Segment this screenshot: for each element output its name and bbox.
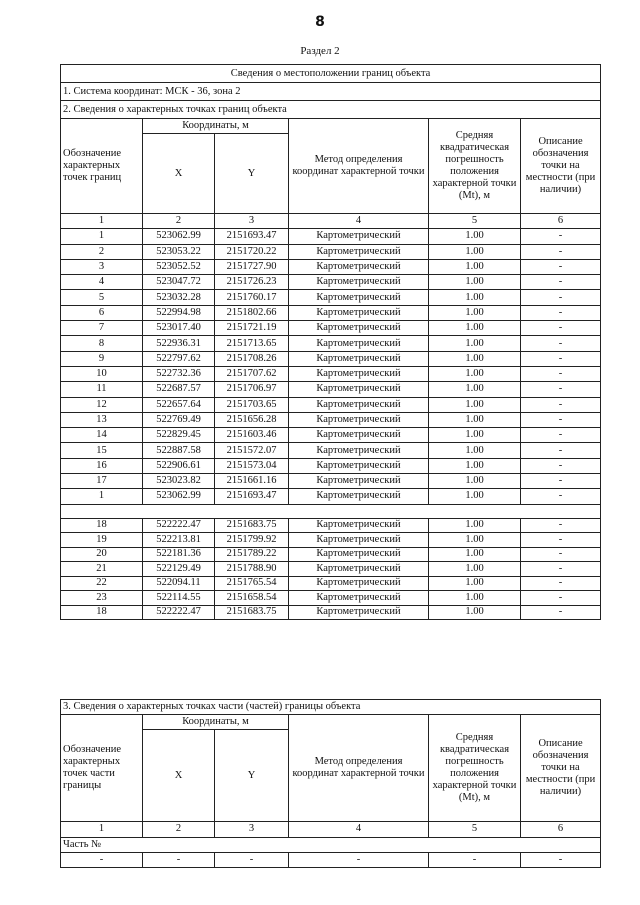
table-row: [61, 351, 601, 366]
x-cell: 522222.47: [143, 605, 215, 620]
table-row: [61, 518, 601, 533]
description-header: Описание обозначения точки на местности (при наличии): [521, 119, 601, 214]
y-cell: 2151727.90: [215, 259, 289, 274]
method-cell: Картометрический: [289, 305, 429, 320]
error-cell: 1.00: [429, 397, 521, 412]
point-id-cell: 11: [61, 382, 143, 397]
page-number: 8: [315, 14, 325, 30]
table-row: [61, 305, 601, 320]
table-row: [61, 259, 601, 274]
y-header: Y: [215, 134, 289, 214]
point-id-cell: 21: [61, 562, 143, 577]
y-cell: 2151788.90: [215, 562, 289, 577]
cell: 3: [215, 214, 289, 229]
column-numbers-row: [61, 822, 601, 837]
y-cell: 2151706.97: [215, 382, 289, 397]
point-id-cell: 12: [61, 397, 143, 412]
method-cell: Картометрический: [289, 547, 429, 562]
y-cell: 2151683.75: [215, 518, 289, 533]
method-cell: Картометрический: [289, 412, 429, 427]
point-id-cell: 1: [61, 229, 143, 244]
method-cell: Картометрический: [289, 351, 429, 366]
table-row: [61, 576, 601, 591]
table-row: [61, 474, 601, 489]
cell: 5: [429, 214, 521, 229]
cell: 4: [289, 822, 429, 837]
table-row: [61, 382, 601, 397]
error-cell: 1.00: [429, 443, 521, 458]
point-id-cell: 14: [61, 428, 143, 443]
y-cell: 2151708.26: [215, 351, 289, 366]
method-header: Метод определения координат характерной точки: [289, 715, 429, 822]
x-cell: 522936.31: [143, 336, 215, 351]
y-cell: 2151603.46: [215, 428, 289, 443]
cell: 2: [143, 214, 215, 229]
description-cell: -: [521, 244, 601, 259]
description-cell: -: [521, 852, 601, 867]
x-cell: 522732.36: [143, 366, 215, 381]
x-cell: 522129.49: [143, 562, 215, 577]
x-header: X: [143, 730, 215, 822]
description-cell: -: [521, 547, 601, 562]
method-cell: -: [289, 852, 429, 867]
method-cell: Картометрический: [289, 605, 429, 620]
error-cell: 1.00: [429, 412, 521, 427]
method-cell: Картометрический: [289, 489, 429, 504]
cell: 1: [61, 822, 143, 837]
error-cell: 1.00: [429, 290, 521, 305]
y-cell: 2151683.75: [215, 605, 289, 620]
designation-header: Обозначение характерных точек границ: [61, 119, 143, 214]
x-cell: -: [143, 852, 215, 867]
table-row: [61, 562, 601, 577]
method-header: Метод определения координат характерной точки: [289, 119, 429, 214]
error-cell: 1.00: [429, 244, 521, 259]
error-cell: 1.00: [429, 562, 521, 577]
table-row: [61, 533, 601, 548]
description-cell: -: [521, 229, 601, 244]
error-cell: 1.00: [429, 366, 521, 381]
method-cell: Картометрический: [289, 533, 429, 548]
method-cell: Картометрический: [289, 259, 429, 274]
y-cell: 2151726.23: [215, 275, 289, 290]
coordinates-header: Координаты, м: [143, 715, 289, 730]
point-id-cell: 10: [61, 366, 143, 381]
error-header: Средняя квадратическая погрешность положения характерной точки (Mt), м: [429, 715, 521, 822]
description-cell: -: [521, 290, 601, 305]
y-cell: 2151721.19: [215, 321, 289, 336]
description-cell: -: [521, 489, 601, 504]
method-cell: Картометрический: [289, 428, 429, 443]
part-heading: 3. Сведения о характерных точках части (частей) границы объекта: [61, 700, 601, 715]
description-cell: -: [521, 562, 601, 577]
table-row: [61, 275, 601, 290]
table-row: [61, 605, 601, 620]
x-cell: 522769.49: [143, 412, 215, 427]
y-cell: 2151765.54: [215, 576, 289, 591]
y-cell: 2151572.07: [215, 443, 289, 458]
method-cell: Картометрический: [289, 576, 429, 591]
error-cell: 1.00: [429, 321, 521, 336]
table-row: [61, 336, 601, 351]
table-row: [61, 244, 601, 259]
point-id-cell: 20: [61, 547, 143, 562]
boundary-points-table: [60, 64, 601, 620]
y-cell: 2151707.62: [215, 366, 289, 381]
cell: 5: [429, 822, 521, 837]
x-cell: 523023.82: [143, 474, 215, 489]
points-heading: 2. Сведения о характерных точках границ объекта: [61, 101, 601, 119]
x-cell: 522994.98: [143, 305, 215, 320]
description-cell: -: [521, 351, 601, 366]
coordinate-system: 1. Система координат: МСК - 36, зона 2: [61, 83, 601, 101]
cell: 3: [215, 822, 289, 837]
method-cell: Картометрический: [289, 336, 429, 351]
y-cell: 2151720.22: [215, 244, 289, 259]
y-header: Y: [215, 730, 289, 822]
point-id-cell: 22: [61, 576, 143, 591]
method-cell: Картометрический: [289, 518, 429, 533]
method-cell: Картометрический: [289, 290, 429, 305]
error-cell: 1.00: [429, 382, 521, 397]
point-id-cell: 3: [61, 259, 143, 274]
y-cell: 2151693.47: [215, 489, 289, 504]
description-cell: -: [521, 366, 601, 381]
description-cell: -: [521, 428, 601, 443]
method-cell: Картометрический: [289, 382, 429, 397]
error-cell: 1.00: [429, 275, 521, 290]
point-id-cell: 4: [61, 275, 143, 290]
method-cell: Картометрический: [289, 591, 429, 606]
point-id-cell: 1: [61, 489, 143, 504]
description-cell: -: [521, 576, 601, 591]
table-row: [61, 412, 601, 427]
x-cell: 522887.58: [143, 443, 215, 458]
description-cell: -: [521, 305, 601, 320]
description-cell: -: [521, 591, 601, 606]
error-cell: 1.00: [429, 474, 521, 489]
coordinates-header: Координаты, м: [143, 119, 289, 134]
x-cell: 523052.52: [143, 259, 215, 274]
y-cell: 2151693.47: [215, 229, 289, 244]
point-id-cell: 15: [61, 443, 143, 458]
y-cell: 2151802.66: [215, 305, 289, 320]
table-row: [61, 321, 601, 336]
y-cell: 2151656.28: [215, 412, 289, 427]
section-label: Раздел 2: [300, 45, 340, 57]
point-id-cell: 9: [61, 351, 143, 366]
point-id-cell: 2: [61, 244, 143, 259]
description-cell: -: [521, 605, 601, 620]
method-cell: Картометрический: [289, 366, 429, 381]
point-id-cell: 8: [61, 336, 143, 351]
error-cell: 1.00: [429, 533, 521, 548]
table-row: [61, 428, 601, 443]
x-cell: 522797.62: [143, 351, 215, 366]
error-cell: 1.00: [429, 351, 521, 366]
description-cell: -: [521, 275, 601, 290]
description-cell: -: [521, 382, 601, 397]
y-cell: 2151703.65: [215, 397, 289, 412]
cell: 1: [61, 214, 143, 229]
point-id-cell: 7: [61, 321, 143, 336]
point-id-cell: 16: [61, 458, 143, 473]
designation-part-header: Обозначение характерных точек части границы: [61, 715, 143, 822]
table-row: [61, 290, 601, 305]
table-row: [61, 229, 601, 244]
error-cell: 1.00: [429, 547, 521, 562]
x-cell: 522906.61: [143, 458, 215, 473]
x-cell: 523062.99: [143, 229, 215, 244]
method-cell: Картометрический: [289, 397, 429, 412]
table-row: [61, 591, 601, 606]
y-cell: 2151713.65: [215, 336, 289, 351]
cell: 6: [521, 822, 601, 837]
method-cell: Картометрический: [289, 275, 429, 290]
cell: 2: [143, 822, 215, 837]
x-cell: 522687.57: [143, 382, 215, 397]
method-cell: Картометрический: [289, 474, 429, 489]
x-cell: 523062.99: [143, 489, 215, 504]
point-id-cell: 18: [61, 518, 143, 533]
table-row: [61, 547, 601, 562]
method-cell: Картометрический: [289, 321, 429, 336]
x-cell: 522181.36: [143, 547, 215, 562]
y-cell: 2151789.22: [215, 547, 289, 562]
error-cell: 1.00: [429, 336, 521, 351]
error-cell: 1.00: [429, 605, 521, 620]
table-title: Сведения о местоположении границ объекта: [61, 65, 601, 83]
error-cell: 1.00: [429, 229, 521, 244]
x-cell: 522222.47: [143, 518, 215, 533]
description-cell: -: [521, 321, 601, 336]
method-cell: Картометрический: [289, 229, 429, 244]
table-row: [61, 489, 601, 504]
description-cell: -: [521, 397, 601, 412]
description-cell: -: [521, 518, 601, 533]
description-cell: -: [521, 443, 601, 458]
description-cell: -: [521, 259, 601, 274]
point-id-cell: 23: [61, 591, 143, 606]
y-cell: 2151658.54: [215, 591, 289, 606]
x-cell: 523047.72: [143, 275, 215, 290]
part-points-table: [60, 699, 601, 868]
x-cell: 523032.28: [143, 290, 215, 305]
point-id-cell: 5: [61, 290, 143, 305]
point-id-cell: 18: [61, 605, 143, 620]
error-cell: 1.00: [429, 259, 521, 274]
y-cell: 2151661.16: [215, 474, 289, 489]
table-row: [61, 458, 601, 473]
cell: 6: [521, 214, 601, 229]
error-cell: 1.00: [429, 591, 521, 606]
x-cell: 522657.64: [143, 397, 215, 412]
description-cell: -: [521, 412, 601, 427]
description-header: Описание обозначения точки на местности (при наличии): [521, 715, 601, 822]
method-cell: Картометрический: [289, 458, 429, 473]
error-cell: 1.00: [429, 489, 521, 504]
description-cell: -: [521, 458, 601, 473]
error-cell: -: [429, 852, 521, 867]
part-row: [61, 852, 601, 867]
y-cell: 2151573.04: [215, 458, 289, 473]
table-row: [61, 366, 601, 381]
description-cell: -: [521, 533, 601, 548]
point-id-cell: 6: [61, 305, 143, 320]
error-cell: 1.00: [429, 518, 521, 533]
error-cell: 1.00: [429, 458, 521, 473]
x-cell: 523053.22: [143, 244, 215, 259]
y-cell: -: [215, 852, 289, 867]
table-row: [61, 443, 601, 458]
x-cell: 522114.55: [143, 591, 215, 606]
cell: 4: [289, 214, 429, 229]
y-cell: 2151799.92: [215, 533, 289, 548]
x-cell: 523017.40: [143, 321, 215, 336]
part-label: Часть №: [61, 837, 601, 852]
error-cell: 1.00: [429, 428, 521, 443]
error-header: Средняя квадратическая погрешность положения характерной точки (Mt), м: [429, 119, 521, 214]
error-cell: 1.00: [429, 576, 521, 591]
method-cell: Картометрический: [289, 443, 429, 458]
column-numbers-row: [61, 214, 601, 229]
x-cell: 522094.11: [143, 576, 215, 591]
point-id-cell: 19: [61, 533, 143, 548]
description-cell: -: [521, 474, 601, 489]
description-cell: -: [521, 336, 601, 351]
point-id-cell: -: [61, 852, 143, 867]
error-cell: 1.00: [429, 305, 521, 320]
method-cell: Картометрический: [289, 562, 429, 577]
point-id-cell: 17: [61, 474, 143, 489]
table-row: [61, 397, 601, 412]
x-cell: 522213.81: [143, 533, 215, 548]
y-cell: 2151760.17: [215, 290, 289, 305]
x-header: X: [143, 134, 215, 214]
contour-separator: [61, 504, 601, 518]
point-id-cell: 13: [61, 412, 143, 427]
method-cell: Картометрический: [289, 244, 429, 259]
x-cell: 522829.45: [143, 428, 215, 443]
